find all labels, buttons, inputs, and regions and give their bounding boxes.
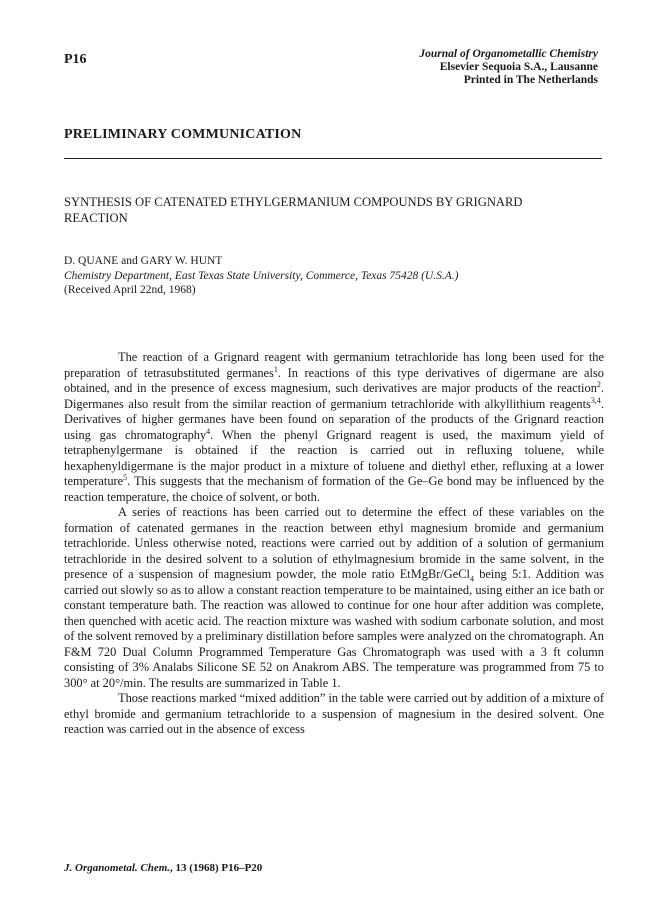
paragraph-2 bbox=[64, 505, 604, 691]
text-span: The reaction of a Grignard reagent with germanium tetrachloride has long been used for the preparation of tetrasubstituted germanes bbox=[64, 350, 604, 380]
text-span: . Derivatives of higher germanes have been found on separation of the products of the Grignard reaction using gas chromatography bbox=[64, 396, 604, 442]
paragraph-1 bbox=[64, 350, 604, 505]
header-divider bbox=[64, 158, 602, 159]
publication-info bbox=[419, 48, 598, 87]
authors: D. QUANE and GARY W. HUNT bbox=[64, 255, 223, 267]
footer-citation bbox=[64, 862, 262, 874]
publisher: Elsevier Sequoia S.A., Lausanne bbox=[439, 61, 598, 73]
author-block bbox=[64, 254, 604, 298]
title-line-2: REACTION bbox=[64, 211, 128, 225]
text-span: being 5:1. Addition was carried out slowly so as to allow a constant reaction temperature to be maintained, using either an ice bath or constant temperature bath. The reaction was allowed to continue for one hour after addition was complete, then quenched with acetic acid. The reaction mixture was washed with sodium carbonate solution, and most of the solvent removed by a preliminary distillation before samples were analyzed on the chromatograph. An F&M 720 Dual Column Programmed Temperature Gas Chromatograph was used with a 3 ft column consisting of 3% Analabs Silicone SE 52 on Anakrom ABS. The temperature was programmed from 75 to 300° at 20°/min. The results are summarized in Table 1. bbox=[64, 567, 604, 690]
section-label: PRELIMINARY COMMUNICATION bbox=[64, 127, 302, 142]
article-title bbox=[64, 194, 604, 226]
text-span: . Digermanes also result from the similar reaction of germanium tetrachloride with alkyllithium reagents bbox=[64, 381, 604, 411]
text-span: . This suggests that the mechanism of formation of the Ge–Ge bond may be influenced by the reaction temperature, the choice of solvent, or both. bbox=[64, 474, 604, 504]
paragraph-3: Those reactions marked “mixed addition” in the table were carried out by addition of a mixture of ethyl bromide and germanium tetrachloride to a suspension of magnesium in the desired solvent. One reaction was carried out in the absence of excess bbox=[64, 691, 604, 736]
subscript-4: 4 bbox=[469, 574, 474, 584]
journal-abbrev: J. Organometal. Chem. bbox=[64, 862, 171, 874]
printed-location: Printed in The Netherlands bbox=[463, 74, 598, 86]
text-span: . In reactions of this type derivatives of digermane are also obtained, and in the presence of excess magnesium, such derivatives are major products of the reaction bbox=[64, 365, 604, 395]
citation-details: , 13 (1968) P16–P20 bbox=[170, 862, 263, 874]
affiliation: Chemistry Department, East Texas State University, Commerce, Texas 75428 (U.S.A.) bbox=[64, 269, 459, 282]
article-body bbox=[64, 350, 604, 738]
reference-3-4: 3,4 bbox=[590, 395, 601, 405]
reference-5: 5 bbox=[123, 472, 128, 482]
reference-4: 4 bbox=[206, 426, 211, 436]
title-line-1: SYNTHESIS OF CATENATED ETHYLGERMANIUM COMPOUNDS BY GRIGNARD bbox=[64, 195, 523, 209]
text-span: A series of reactions has been carried out to determine the effect of these variables on the formation of catenated germanes in the reaction between ethyl magnesium bromide and germanium tetrachloride. Unless otherwise noted, reactions were carried out by addition of a solution of germanium tetrachloride in the desired solvent to a solution of ethylmagnesium bromide in the same solvent, in the presence of a suspension of magnesium powder, the mole ratio EtMgBr/GeCl bbox=[64, 505, 604, 581]
page-number: P16 bbox=[64, 52, 87, 67]
reference-2: 2 bbox=[596, 379, 601, 389]
journal-name: Journal of Organometallic Chemistry bbox=[419, 48, 598, 60]
reference-1: 1 bbox=[273, 364, 278, 374]
received-date: (Received April 22nd, 1968) bbox=[64, 284, 196, 296]
text-span: . When the phenyl Grignard reagent is used, the maximum yield of tetraphenylgermane is obtained if the reaction is carried out in refluxing toluene, while hexaphenyldigermane is the major product in a mixture of toluene and diethyl ether, refluxing at a lower temperature bbox=[64, 427, 605, 488]
